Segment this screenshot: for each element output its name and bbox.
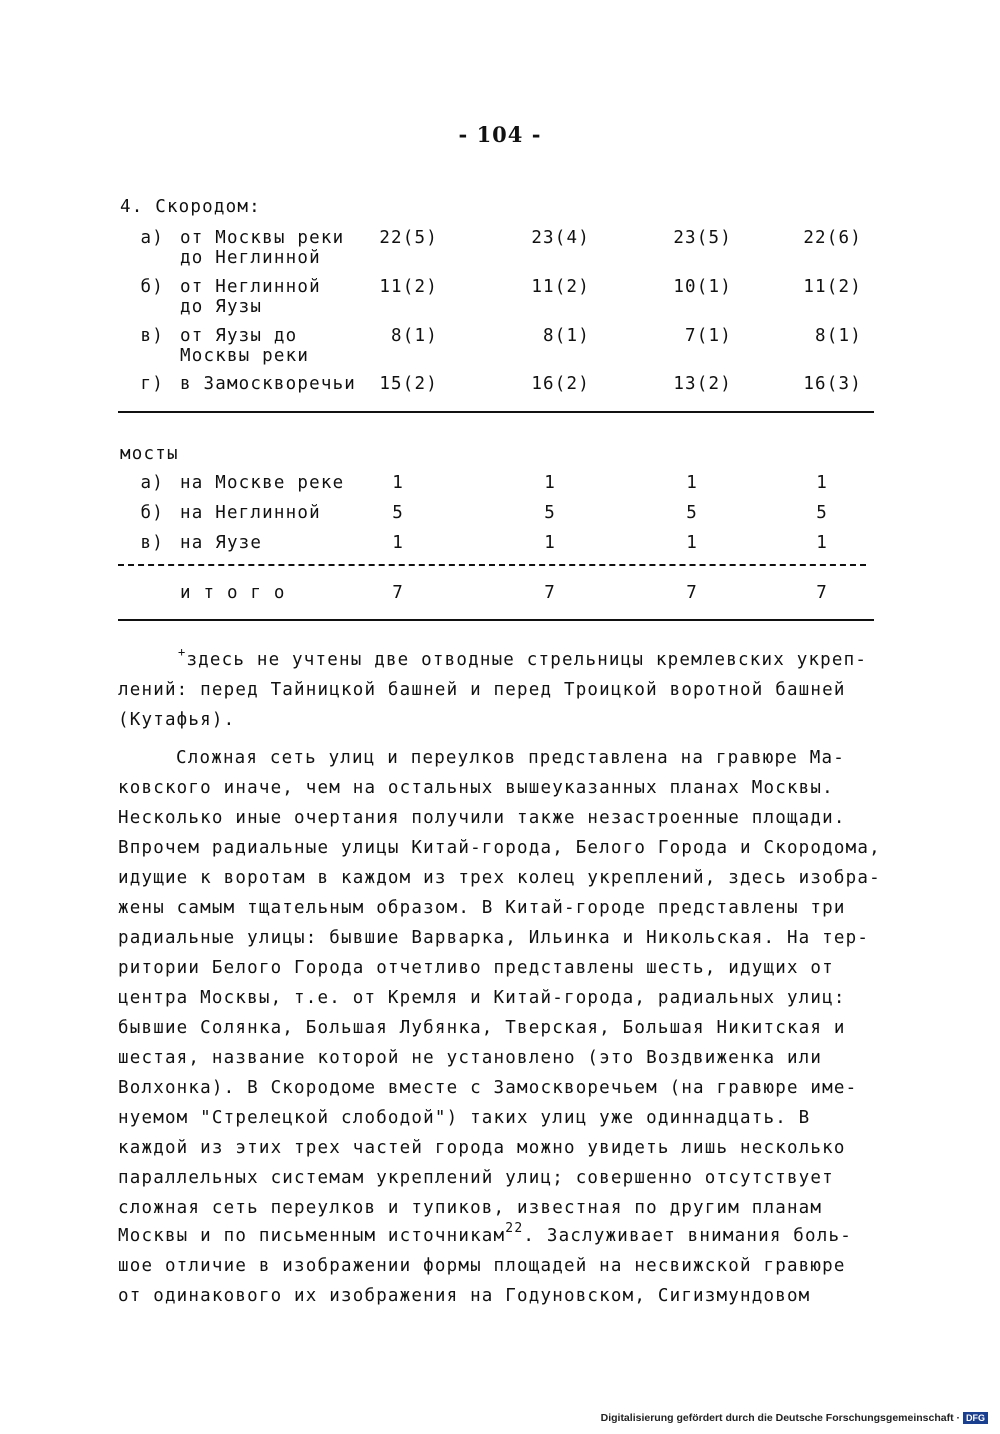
value-cell: 15(2) <box>379 374 438 394</box>
paragraph-line: идущие к воротам в каждом из трех колец укреплений, здесь изобра- <box>118 868 881 888</box>
value-cell: 1 <box>686 533 698 553</box>
footnote-line: лений: перед Тайницкой башней и перед Троицкой воротной башней <box>118 680 846 700</box>
dashed-divider <box>118 564 866 566</box>
value-cell: 8(1) <box>543 326 590 346</box>
value-cell: 11(2) <box>803 277 862 297</box>
value-cell: 5 <box>816 503 828 523</box>
dfg-logo: DFG <box>963 1412 988 1424</box>
digitization-credit <box>601 1412 988 1424</box>
row-label: до Яузы <box>180 297 263 317</box>
paragraph-line: сложная сеть переулков и тупиков, известная по другим планам <box>118 1198 823 1218</box>
value-cell: 5 <box>392 503 404 523</box>
row-label: на Неглинной <box>180 503 321 523</box>
value-cell: 7 <box>544 583 556 603</box>
paragraph-line: Сложная сеть улиц и переулков представлена на гравюре Ма- <box>176 748 845 768</box>
value-cell: 10(1) <box>673 277 732 297</box>
value-cell: 16(3) <box>803 374 862 394</box>
total-label: и т о г о <box>180 583 286 603</box>
value-cell: 5 <box>686 503 698 523</box>
bridges-title: мосты <box>120 444 179 464</box>
paragraph-line: Волхонка). В Скородоме вместе с Замоскворечьем (на гравюре име- <box>118 1078 858 1098</box>
value-cell: 16(2) <box>531 374 590 394</box>
credit-text: Digitalisierung gefördert durch die Deutsche Forschungsgemeinschaft · <box>600 1412 960 1424</box>
value-cell: 1 <box>686 473 698 493</box>
row-label: от Неглинной <box>180 277 321 297</box>
value-cell: 8(1) <box>815 326 862 346</box>
footnote-line: (Кутафья). <box>118 710 236 730</box>
value-cell: 22(6) <box>803 228 862 248</box>
table-divider <box>118 619 874 621</box>
paragraph-line: параллельных системам укреплений улиц; совершенно отсутствует <box>118 1168 834 1188</box>
row-label: Москвы реки <box>180 346 310 366</box>
value-cell: 7(1) <box>685 326 732 346</box>
paragraph-line: нуемом "Стрелецкой слободой") таких улиц уже одиннадцать. В <box>118 1108 811 1128</box>
value-cell: 1 <box>392 533 404 553</box>
page-number: - 104 - <box>458 122 542 147</box>
value-cell: 1 <box>816 473 828 493</box>
paragraph-line: шое отличие в изображении формы площадей на несвижской гравюре <box>118 1256 846 1276</box>
value-cell: 1 <box>392 473 404 493</box>
paragraph-line: шестая, название которой не установлено (это Воздвиженка или <box>118 1048 823 1068</box>
paragraph-line: бывшие Солянка, Большая Лубянка, Тверская, Большая Никитская и <box>118 1018 846 1038</box>
paragraph-line: ковского иначе, чем на остальных вышеуказанных планах Москвы. <box>118 778 834 798</box>
value-cell: 11(2) <box>379 277 438 297</box>
value-cell: 5 <box>544 503 556 523</box>
row-letter: б) <box>140 503 164 523</box>
footnote-marker: + <box>178 645 187 659</box>
value-cell: 8(1) <box>391 326 438 346</box>
row-label: от Яузы до <box>180 326 298 346</box>
paragraph-line: радиальные улицы: бывшие Варварка, Ильинка и Никольская. На тер- <box>118 928 870 948</box>
value-cell: 23(5) <box>673 228 732 248</box>
row-label: от Москвы реки <box>180 228 345 248</box>
row-label: в Замоскворечьи <box>180 374 357 394</box>
row-label: на Москве реке <box>180 473 345 493</box>
paragraph-line: каждой из этих трех частей города можно увидеть лишь несколько <box>118 1138 846 1158</box>
value-cell: 1 <box>544 473 556 493</box>
row-letter: в) <box>140 533 164 553</box>
row-letter: а) <box>140 228 164 248</box>
value-cell: 11(2) <box>531 277 590 297</box>
row-letter: б) <box>140 277 164 297</box>
value-cell: 1 <box>816 533 828 553</box>
paragraph-line: Москвы и по письменным источникам$^{22}$. Заслуживает внимания боль- <box>118 1221 852 1246</box>
footnote-reference: 22 <box>505 1221 524 1237</box>
footnote-line: +здесь не учтены две отводные стрельницы кремлевских укреп- <box>178 645 868 670</box>
paragraph-line: ритории Белого Города отчетливо представлены шесть, идущих от <box>118 958 834 978</box>
row-label: до Неглинной <box>180 248 321 268</box>
section-title: 4. Скородом: <box>120 197 261 217</box>
row-letter: г) <box>140 374 164 394</box>
paragraph-line: центра Москвы, т.е. от Кремля и Китай-города, радиальных улиц: <box>118 988 846 1008</box>
paragraph-line: жены самым тщательным образом. В Китай-городе представлены три <box>118 898 846 918</box>
row-label: на Яузе <box>180 533 263 553</box>
paragraph-line: Несколько иные очертания получили также незастроенные площади. <box>118 808 846 828</box>
paragraph-line: Впрочем радиальные улицы Китай-города, Белого Города и Скородома, <box>118 838 881 858</box>
paragraph-line: от одинакового их изображения на Годуновском, Сигизмундовом <box>118 1286 811 1306</box>
value-cell: 13(2) <box>673 374 732 394</box>
row-letter: а) <box>140 473 164 493</box>
value-cell: 22(5) <box>379 228 438 248</box>
value-cell: 7 <box>392 583 404 603</box>
value-cell: 1 <box>544 533 556 553</box>
value-cell: 7 <box>686 583 698 603</box>
row-letter: в) <box>140 326 164 346</box>
value-cell: 23(4) <box>531 228 590 248</box>
value-cell: 7 <box>816 583 828 603</box>
table-divider <box>118 411 874 413</box>
